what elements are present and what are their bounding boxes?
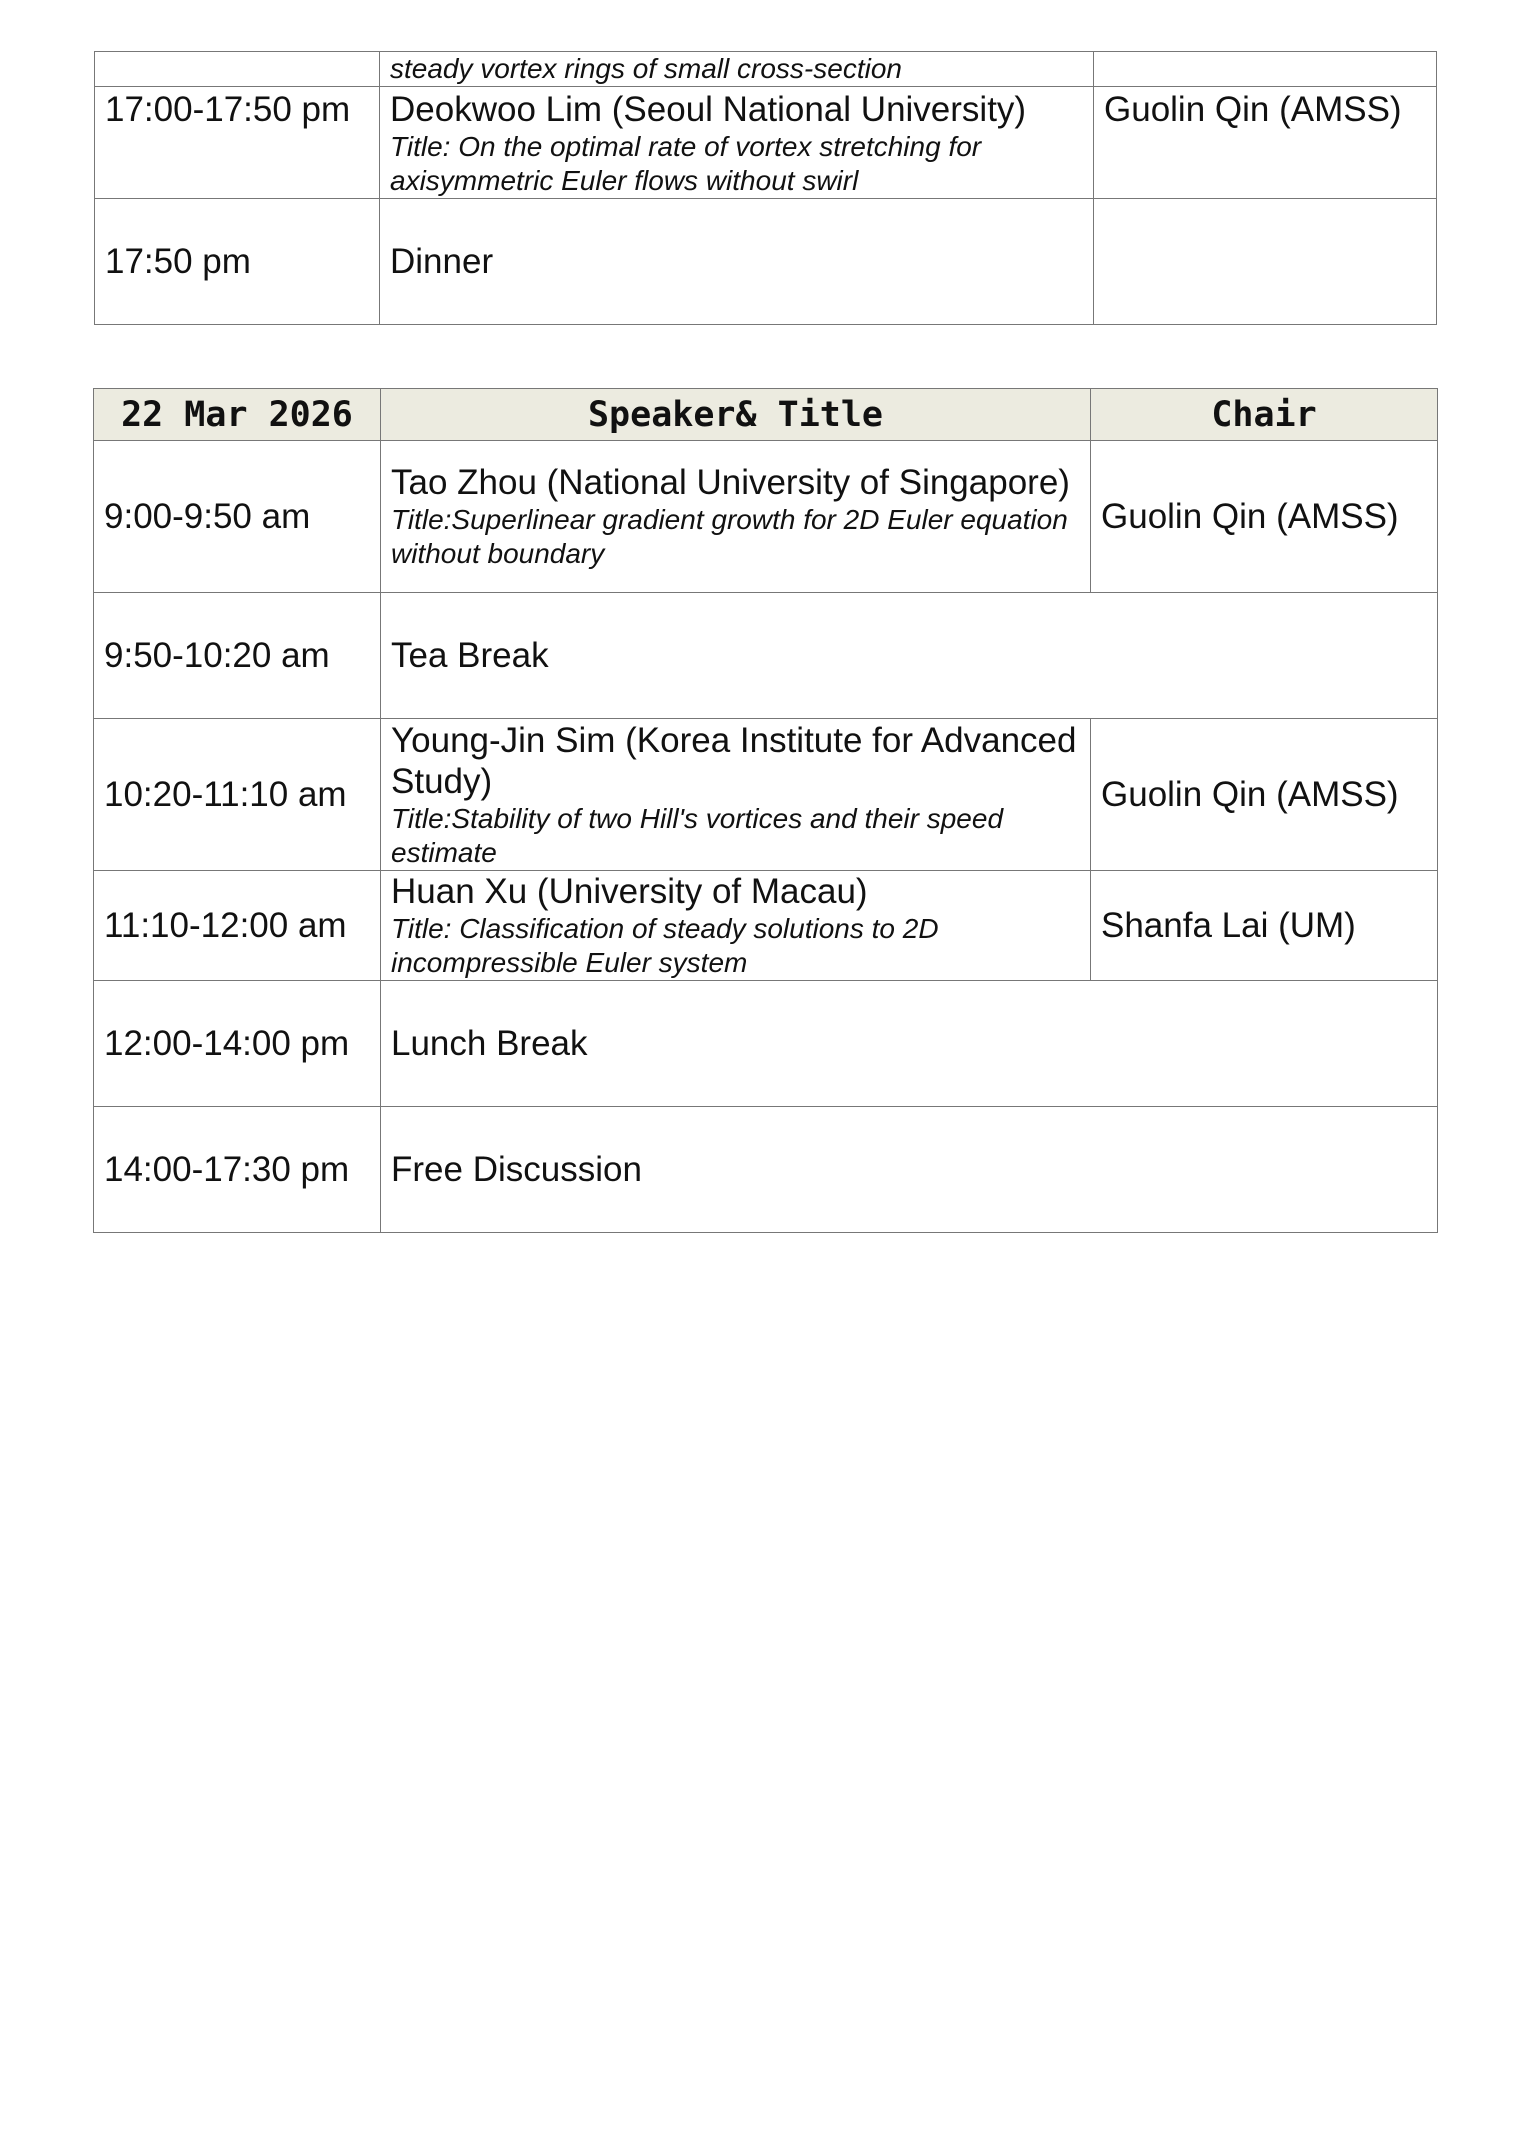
chair-cell [1094, 199, 1437, 325]
time-cell: 14:00-17:30 pm [94, 1107, 381, 1233]
event-label: Tea Break [391, 636, 549, 675]
speaker-title-cell [381, 719, 1091, 871]
talk-title: steady vortex rings of small cross-section [390, 53, 902, 84]
chair-cell: Guolin Qin (AMSS) [1091, 719, 1438, 871]
header-speaker-title: Speaker& Title [381, 389, 1091, 441]
chair-cell: Guolin Qin (AMSS) [1094, 87, 1437, 199]
table-row [95, 52, 1437, 87]
time-cell: 9:00-9:50 am [94, 441, 381, 593]
talk-title: Title:Superlinear gradient growth for 2D Euler equation without boundary [391, 504, 1068, 569]
table-row [94, 441, 1438, 593]
chair-cell [1094, 52, 1437, 87]
header-date: 22 Mar 2026 [94, 389, 381, 441]
table-row [94, 593, 1438, 719]
time-cell: 11:10-12:00 am [94, 871, 381, 981]
talk-title: Title:Stability of two Hill's vortices and their speed estimate [391, 802, 1004, 868]
event-label: Free Discussion [391, 1150, 642, 1189]
event-cell [381, 981, 1438, 1107]
table-header-row [94, 389, 1438, 441]
speaker-name: Deokwoo Lim (Seoul National University) [390, 90, 1027, 129]
chair-cell: Guolin Qin (AMSS) [1091, 441, 1438, 593]
time-cell: 17:50 pm [95, 199, 380, 325]
speaker-name: Tao Zhou (National University of Singapore) [391, 463, 1070, 502]
time-cell [95, 52, 380, 87]
table-row [94, 719, 1438, 871]
schedule-table-day [93, 388, 1438, 1233]
table-row [94, 871, 1438, 981]
event-label: Dinner [390, 242, 494, 281]
talk-title: Title: On the optimal rate of vortex stretching for axisymmetric Euler flows without swirl [390, 131, 982, 196]
time-cell: 10:20-11:10 am [94, 719, 381, 871]
speaker-title-cell [381, 441, 1091, 593]
speaker-title-cell [380, 87, 1094, 199]
time-cell: 12:00-14:00 pm [94, 981, 381, 1107]
table-row [94, 1107, 1438, 1233]
event-cell [381, 593, 1438, 719]
speaker-title-cell [381, 871, 1091, 981]
time-cell: 9:50-10:20 am [94, 593, 381, 719]
time-cell: 17:00-17:50 pm [95, 87, 380, 199]
event-label: Lunch Break [391, 1024, 588, 1063]
speaker-name: Young-Jin Sim (Korea Institute for Advanced Study) [391, 720, 1077, 801]
table-row [94, 981, 1438, 1107]
event-cell [381, 1107, 1438, 1233]
table-row [95, 87, 1437, 199]
table-row [95, 199, 1437, 325]
speaker-title-cell [380, 52, 1094, 87]
chair-cell: Shanfa Lai (UM) [1091, 871, 1438, 981]
speaker-name: Huan Xu (University of Macau) [391, 872, 868, 911]
talk-title: Title: Classification of steady solutions to 2D incompressible Euler system [391, 913, 939, 978]
event-cell [380, 199, 1094, 325]
schedule-table-continued [94, 51, 1437, 325]
header-chair: Chair [1091, 389, 1438, 441]
